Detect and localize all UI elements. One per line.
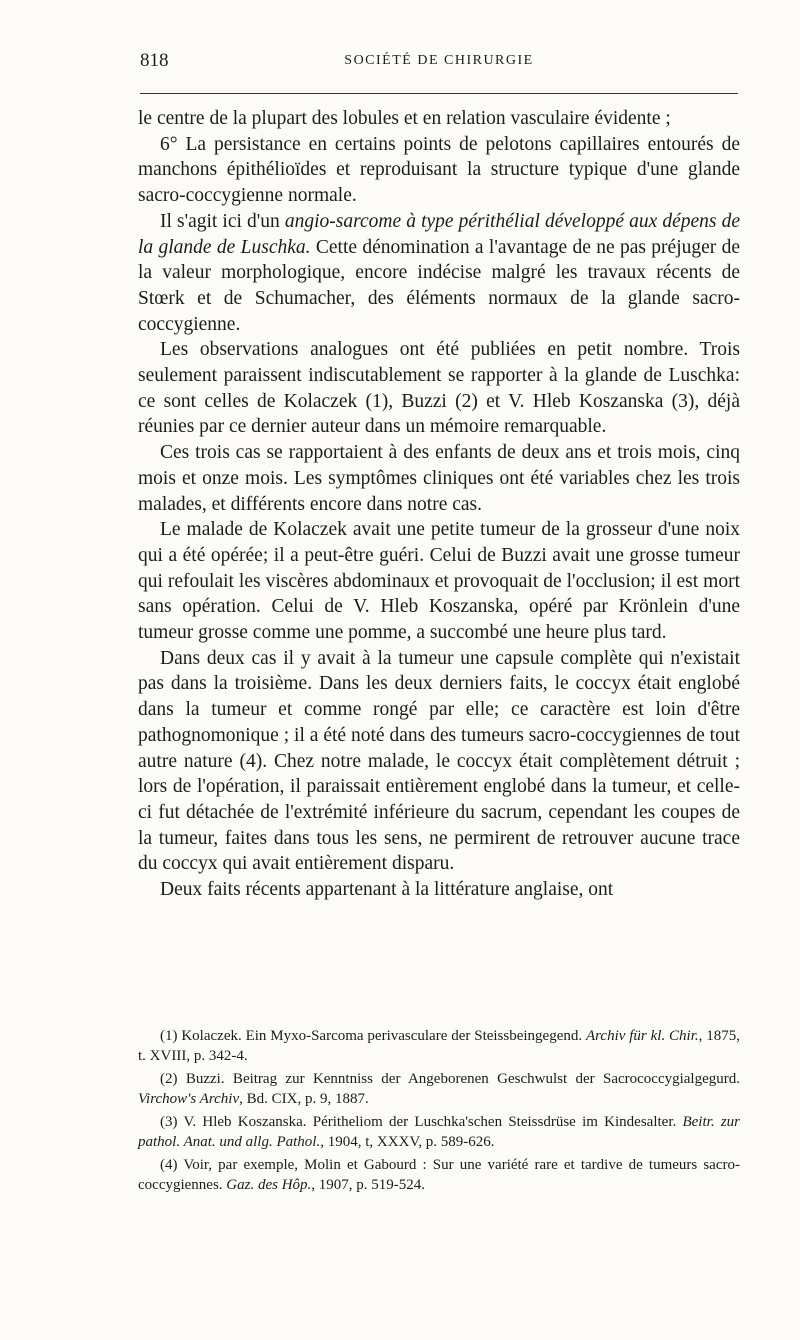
text-segment: Cette dénomination a l'avantage de ne pas préjuger de la valeur morphologique, encore indécise malgré les travaux récents de Stœrk et de Schumacher, des éléments normaux de la glande sacro-coccygienne. <box>138 236 740 335</box>
text-segment: , 1904, t, XXXV, p. 589-626. <box>320 1134 495 1150</box>
paragraph <box>138 440 740 517</box>
body-text <box>138 106 740 903</box>
text-segment: , Bd. CIX, p. 9, 1887. <box>239 1091 369 1107</box>
text-segment: , 1907, p. 519-524. <box>311 1177 426 1193</box>
text-segment: Deux faits récents appartenant à la littérature anglaise, ont <box>160 879 614 901</box>
italic-text: angio-sarcome à type périthélial développé aux dépens de la glande de Luschka. <box>138 210 740 258</box>
paragraph <box>138 517 740 646</box>
text-segment: Le malade de Kolaczek avait une petite tumeur de la grosseur d'une noix qui a été opérée; il a peut-être guéri. Celui de Buzzi avait une grosse tumeur qui refoulait les viscères abdominaux et provoquait de l'occlusion; il est mort sans opération. Celui de V. Hleb Koszanska, opéré par Krönlein d'une tumeur grosse comme une pomme, a succombé une heure plus tard. <box>138 519 740 644</box>
text-segment: Les observations analogues ont été publiées en petit nombre. Trois seulement paraissent indiscutablement se rapporter à la glande de Luschka: ce sont celles de Kolaczek (1), Buzzi (2) et V. Hleb Koszanska (3), déjà réunies par ce dernier auteur dans un mémoire remarquable. <box>138 339 740 438</box>
italic-text: Virchow's Archiv <box>138 1091 240 1107</box>
paragraph <box>138 106 740 132</box>
header-rule <box>140 93 738 94</box>
text-segment: (3) V. Hleb Koszanska. Péritheliom der Luschka'schen Steissdrüse im Kindesalter. <box>160 1114 683 1130</box>
paragraph <box>138 646 740 877</box>
page-header <box>140 50 738 80</box>
text-segment: (2) Buzzi. Beitrag zur Kenntniss der Angeborenen Geschwulst der Sacrococcygialgegurd. <box>160 1071 740 1087</box>
text-segment: 6° La persistance en certains points de pelotons capillaires entourés de manchons épithélioïdes et reproduisant la structure typique d'une glande sacro-coccygienne normale. <box>138 133 740 207</box>
text-segment: Dans deux cas il y avait à la tumeur une capsule complète qui n'existait pas dans la troisième. Dans les deux derniers faits, le coccyx était englobé dans la tumeur et comme rongé par elle; ce caractère est loin d'être pathognomonique ; il a été noté dans des tumeurs sacro-coccygiennes de tout autre nature (4). Chez notre malade, le coccyx était complètement détruit ; lors de l'opération, il paraissait entièrement englobé dans la tumeur, et celle-ci fut détachée de l'extrémité inférieure du sacrum, cependant les coupes de la tumeur, faites dans tous les sens, ne permirent de retrouver aucune trace du coccyx qui avait entièrement disparu. <box>138 647 740 875</box>
footnote <box>138 1069 740 1109</box>
italic-text: Archiv für kl. Chir. <box>585 1028 699 1044</box>
text-segment: (1) Kolaczek. Ein Myxo-Sarcoma perivasculare der Steissbeingegend. <box>160 1028 586 1044</box>
text-segment: Ces trois cas se rapportaient à des enfants de deux ans et trois mois, cinq mois et onze mois. Les symptômes cliniques ont été variables chez les trois malades, et différents encore dans notre cas. <box>138 442 740 515</box>
italic-text: Beitr. zur pathol. Anat. und allg. Pathol. <box>138 1114 740 1150</box>
paragraph <box>138 337 740 440</box>
text-segment: , 1875, t. XVIII, p. 342-4. <box>138 1028 740 1064</box>
page-number: 818 <box>140 50 169 71</box>
text-segment: le centre de la plupart des lobules et en relation vasculaire évidente ; <box>138 108 671 129</box>
text-segment: (4) Voir, par exemple, Molin et Gabourd : Sur une variété rare et tardive de tumeurs sacro-coccygiennes. <box>138 1157 740 1193</box>
footnote <box>138 1155 740 1195</box>
paragraph <box>138 132 740 209</box>
paragraph <box>138 877 740 903</box>
running-title: SOCIÉTÉ DE CHIRURGIE <box>344 53 534 68</box>
footnote <box>138 1026 740 1066</box>
text-segment: Il s'agit ici d'un <box>160 210 285 232</box>
paragraph <box>138 209 740 338</box>
footnote <box>138 1112 740 1152</box>
italic-text: Gaz. des Hôp. <box>226 1177 312 1193</box>
footnotes <box>138 1026 740 1198</box>
